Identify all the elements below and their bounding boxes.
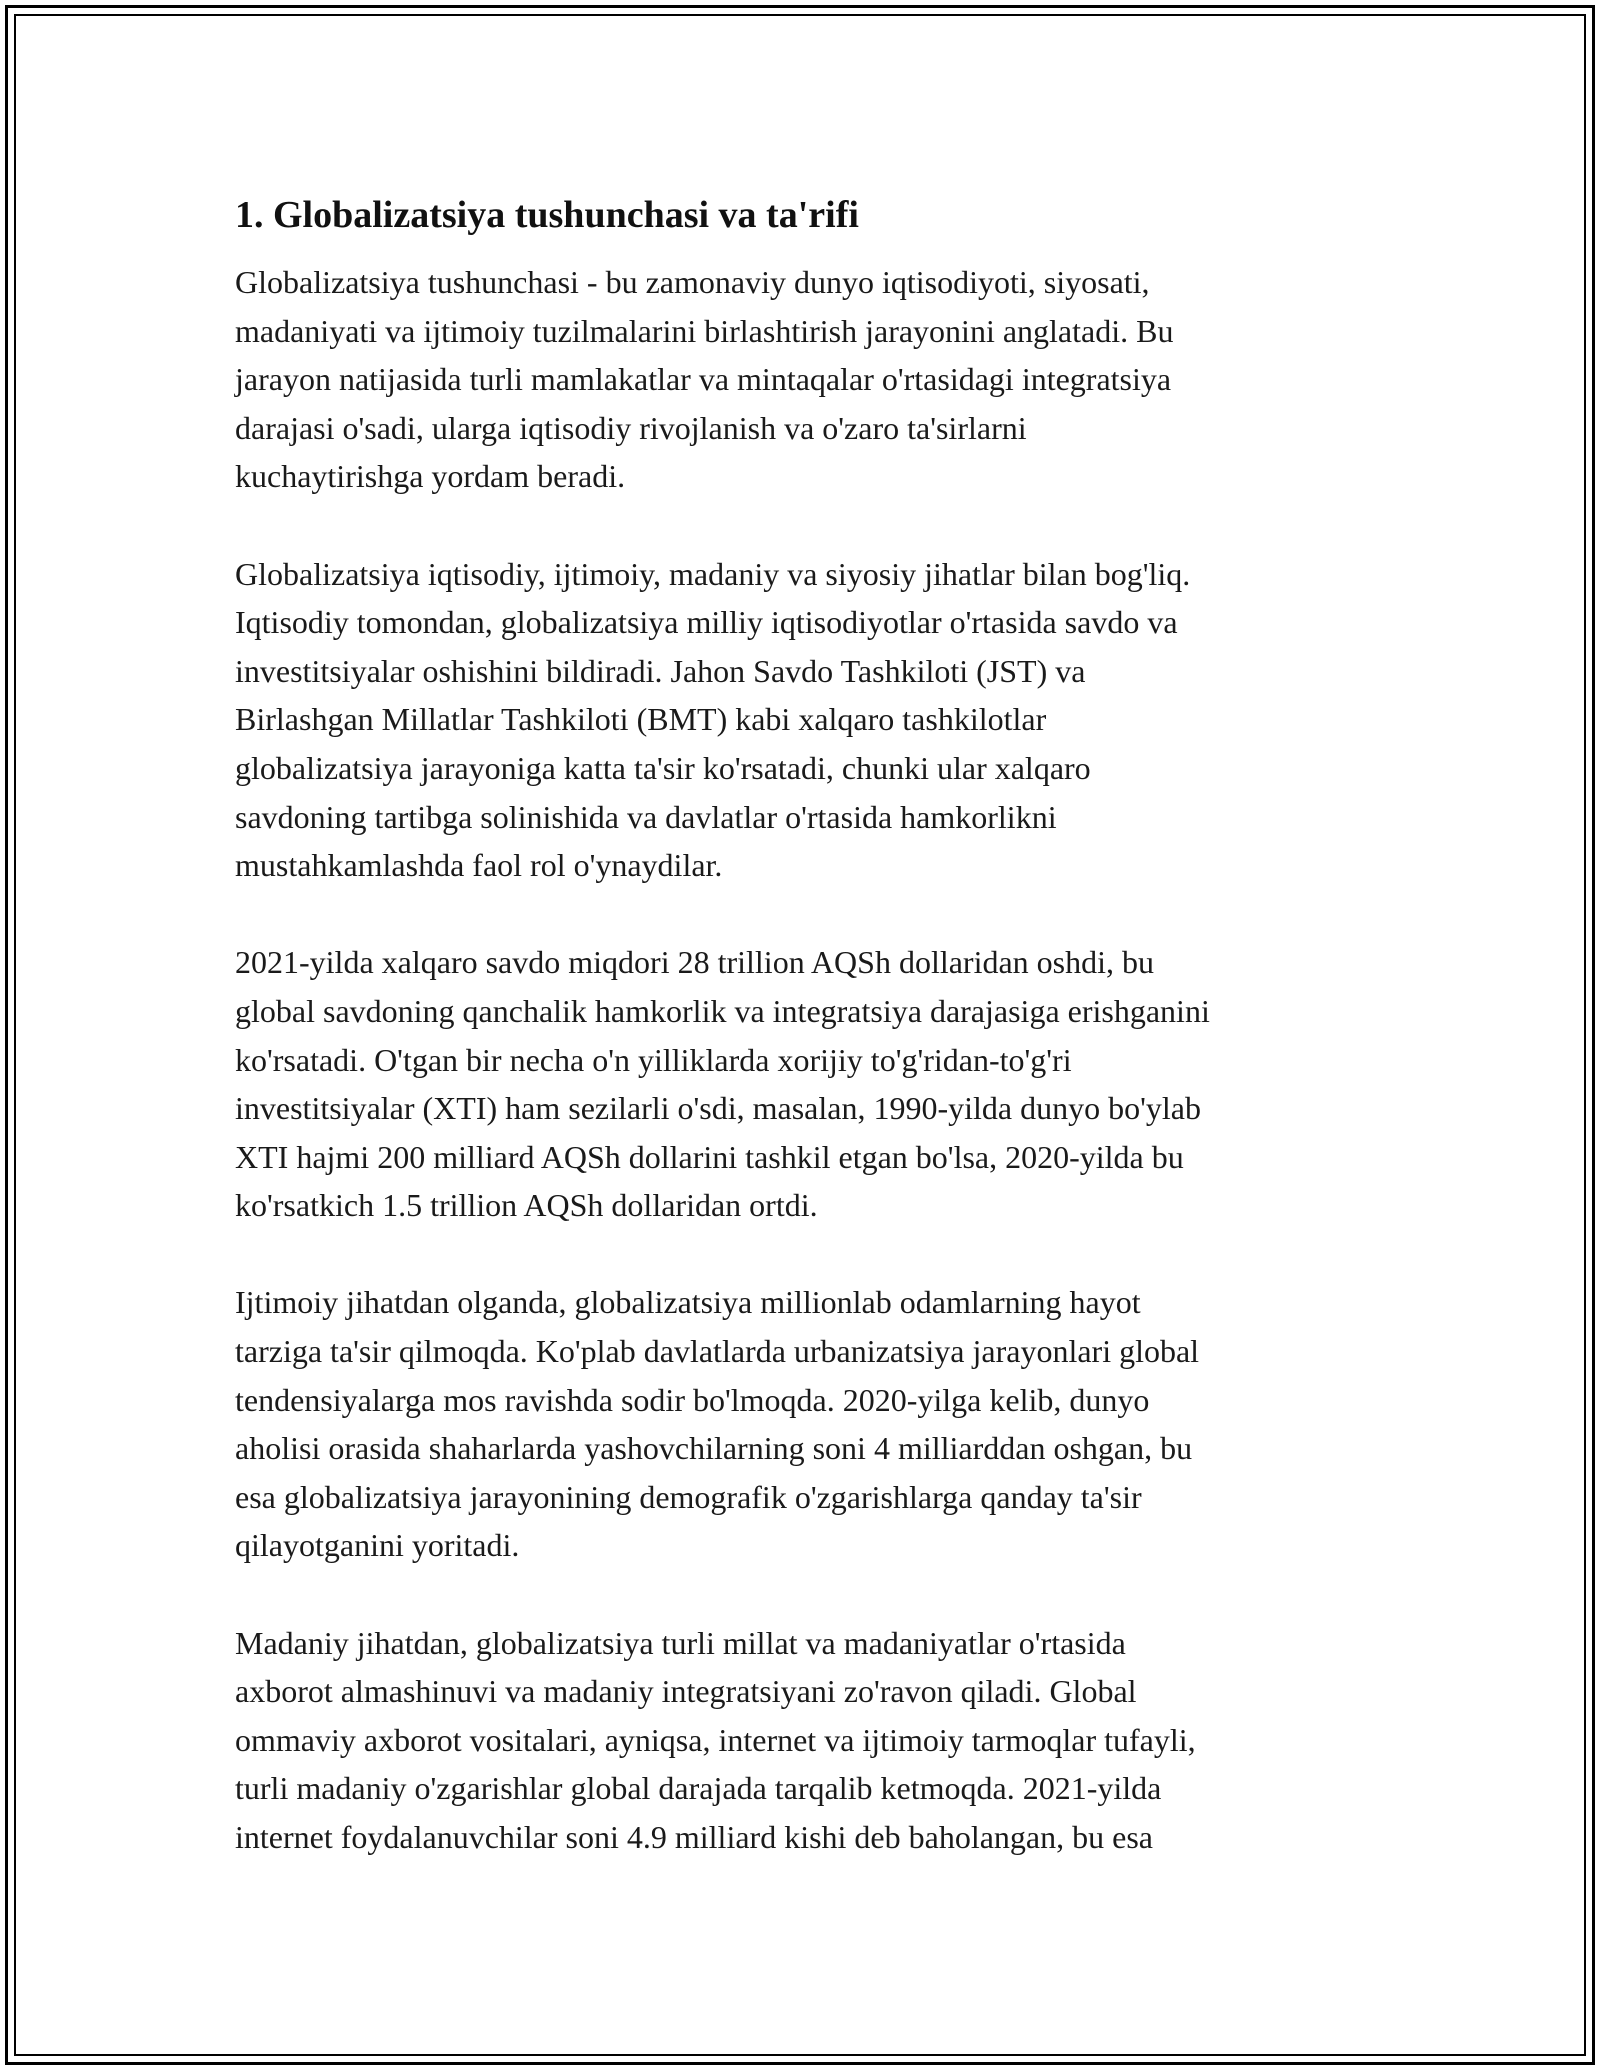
text-line: investitsiyalar (XTI) ham sezilarli o'sdi, masalan, 1990-yilda dunyo bo'ylab	[235, 1090, 1201, 1127]
paragraph-definition	[235, 258, 1375, 501]
text-line: aholisi orasida shaharlarda yashovchilarning soni 4 milliarddan oshgan, bu	[235, 1430, 1193, 1467]
text-line: ommaviy axborot vositalari, ayniqsa, internet va ijtimoiy tarmoqlar tufayli,	[235, 1721, 1196, 1758]
text-line: madaniyati va ijtimoiy tuzilmalarini birlashtirish jarayonini anglatadi. Bu	[235, 312, 1174, 349]
section-heading: 1. Globalizatsiya tushunchasi va ta'rifi	[235, 194, 859, 236]
document-body	[235, 186, 1375, 1910]
paragraph-economic	[235, 550, 1375, 890]
text-line: Birlashgan Millatlar Tashkiloti (BMT) kabi xalqaro tashkilotlar	[235, 701, 1047, 738]
text-line: Madaniy jihatdan, globalizatsiya turli millat va madaniyatlar o'rtasida	[235, 1624, 1126, 1661]
text-line: savdoning tartibga solinishida va davlatlar o'rtasida hamkorlikni	[235, 798, 1057, 835]
text-line: turli madaniy o'zgarishlar global darajada tarqalib ketmoqda. 2021-yilda	[235, 1770, 1162, 1807]
text-line: axborot almashinuvi va madaniy integratsiyani zo'ravon qiladi. Global	[235, 1673, 1137, 1710]
text-line: globalizatsiya jarayoniga katta ta'sir ko'rsatadi, chunki ular xalqaro	[235, 749, 1091, 786]
text-line: Globalizatsiya iqtisodiy, ijtimoiy, madaniy va siyosiy jihatlar bilan bog'liq.	[235, 555, 1191, 592]
text-line: tendensiyalarga mos ravishda sodir bo'lmoqda. 2020-yilga kelib, dunyo	[235, 1381, 1150, 1418]
text-line: mustahkamlashda faol rol o'ynaydilar.	[235, 847, 723, 884]
text-line: investitsiyalar oshishini bildiradi. Jahon Savdo Tashkiloti (JST) va	[235, 652, 1086, 689]
text-line: 2021-yilda xalqaro savdo miqdori 28 trillion AQSh dollaridan oshdi, bu	[235, 944, 1155, 981]
text-line: esa globalizatsiya jarayonining demografik o'zgarishlarga qanday ta'sir	[235, 1478, 1142, 1515]
text-line: jarayon natijasida turli mamlakatlar va mintaqalar o'rtasidagi integratsiya	[235, 361, 1172, 398]
paragraph-trade-statistics	[235, 938, 1375, 1230]
text-line: Iqtisodiy tomondan, globalizatsiya milliy iqtisodiyotlar o'rtasida savdo va	[235, 604, 1178, 641]
text-line: darajasi o'sadi, ularga iqtisodiy rivojlanish va o'zaro ta'sirlarni	[235, 409, 1027, 446]
text-line: kuchaytirishga yordam beradi.	[235, 458, 626, 495]
text-line: ko'rsatadi. O'tgan bir necha o'n yilliklarda xorijiy to'g'ridan-to'g'ri	[235, 1041, 1072, 1078]
text-line: ko'rsatkich 1.5 trillion AQSh dollaridan ortdi.	[235, 1187, 818, 1224]
text-line: XTI hajmi 200 milliard AQSh dollarini tashkil etgan bo'lsa, 2020-yilda bu	[235, 1138, 1184, 1175]
text-line: Globalizatsiya tushunchasi - bu zamonaviy dunyo iqtisodiyoti, siyosati,	[235, 264, 1150, 300]
paragraph-social	[235, 1278, 1375, 1570]
text-line: tarziga ta'sir qilmoqda. Ko'plab davlatlarda urbanizatsiya jarayonlari global	[235, 1333, 1200, 1370]
text-line: global savdoning qanchalik hamkorlik va integratsiya darajasiga erishganini	[235, 992, 1210, 1029]
text-line: Ijtimoiy jihatdan olganda, globalizatsiya millionlab odamlarning hayot	[235, 1284, 1141, 1321]
text-line: internet foydalanuvchilar soni 4.9 milliard kishi deb baholangan, bu esa	[235, 1819, 1153, 1855]
text-line: qilayotganini yoritadi.	[235, 1527, 520, 1564]
paragraph-cultural	[235, 1619, 1375, 1862]
